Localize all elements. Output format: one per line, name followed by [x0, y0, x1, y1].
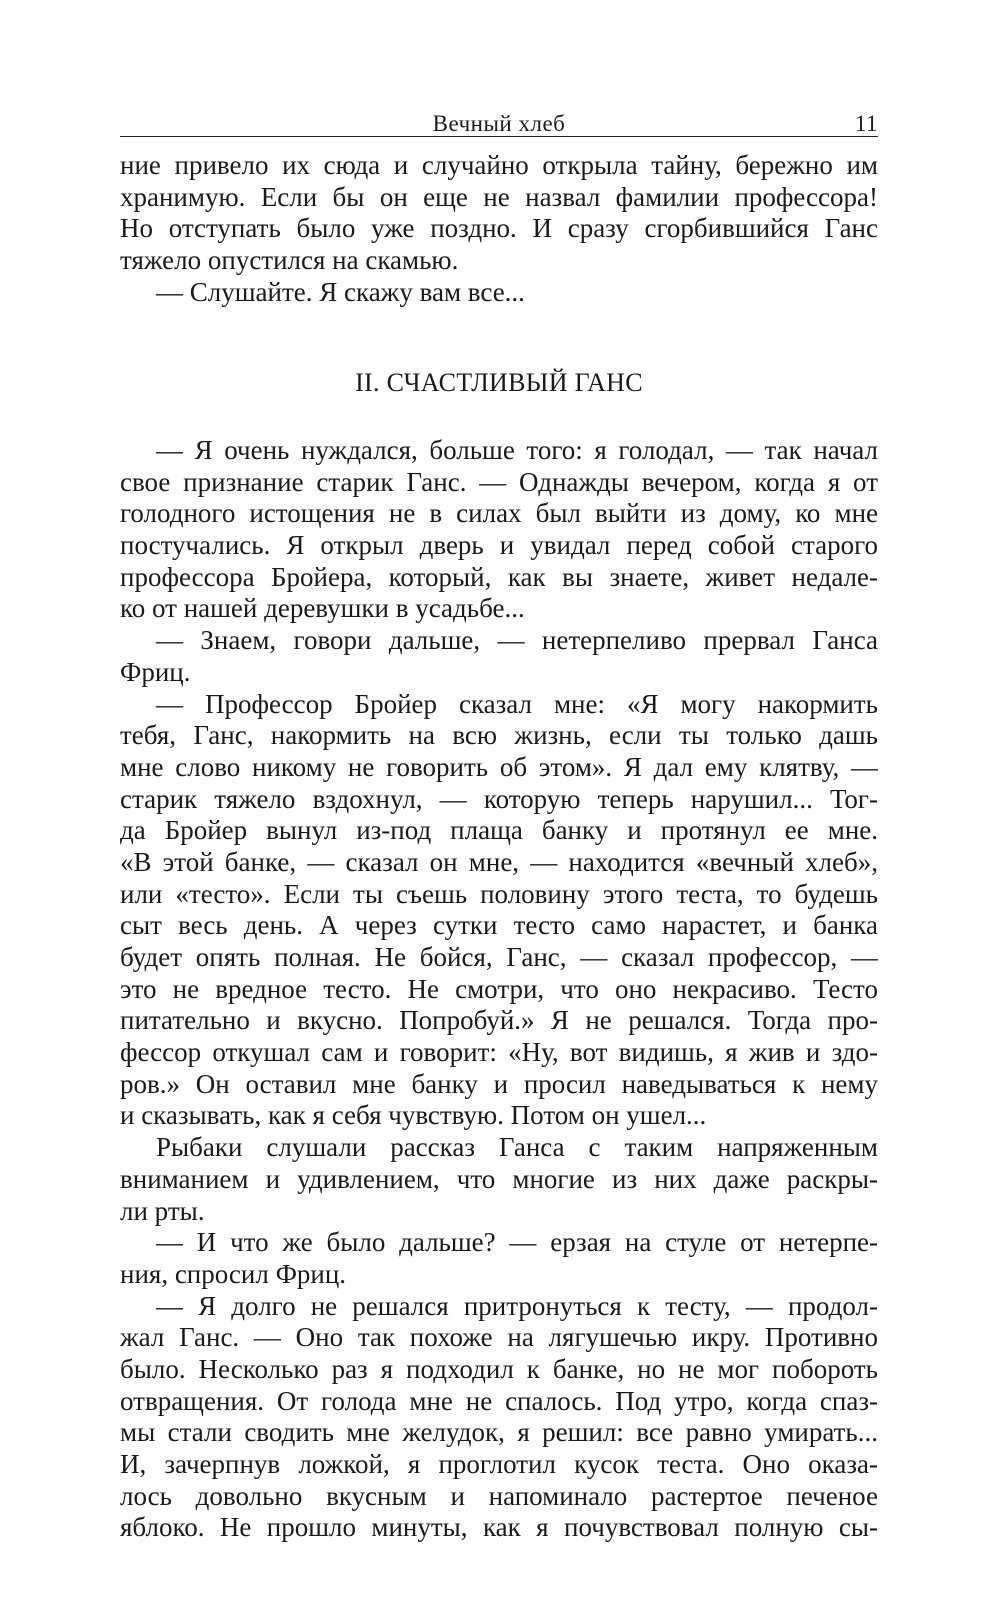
text-line: ние привело их сюда и случайно открыла тайну, бережно им	[120, 150, 878, 180]
text-line: «В этой банке, — сказал он мне, — находится «вечный хлеб»,	[120, 846, 878, 877]
text-line: лось довольно вкусным и напоминало растертое печеное	[120, 1480, 878, 1511]
text-line: — Профессор Бройер сказал мне: «Я могу накормить	[156, 688, 878, 719]
text-line: жал Ганс. — Оно так похоже на лягушечью икру. Противно	[120, 1322, 878, 1353]
text-line: Но отступать было уже поздно. И сразу сгорбившийся Ганс	[120, 213, 878, 244]
text-line: сыт весь день. А через сутки тесто само нарастет, и банка	[120, 910, 878, 941]
text-line: ров.» Он оставил мне банку и просил наведываться к нему	[120, 1068, 878, 1099]
page-number: 11	[854, 111, 878, 136]
text-line: питательно и вкусно. Попробуй.» Я не решался. Тогда про-	[120, 1005, 878, 1036]
text-block-1	[120, 150, 878, 308]
text-line: вниманием и удивлением, что многие из них даже раскры-	[120, 1163, 878, 1194]
text-line: отвращения. От голода мне не спалось. Под утро, когда спаз-	[120, 1385, 878, 1416]
text-line: свое признание старик Ганс. — Однажды вечером, когда я от	[120, 466, 878, 497]
text-line: хранимую. Если бы он еще не назвал фамилии профессора!	[120, 181, 878, 212]
text-line: да Бройер вынул из-под плаща банку и протянул ее мне.	[120, 815, 878, 846]
text-line: — Я долго не решался притронуться к тесту, — продол-	[156, 1290, 878, 1321]
text-line: мы стали сводить мне желудок, я решил: все равно умирать...	[120, 1417, 878, 1448]
text-line: Рыбаки слушали рассказ Ганса с таким напряженным	[156, 1132, 878, 1163]
text-line: ли рты.	[120, 1195, 205, 1226]
text-line: — И что же было дальше? — ерзая на стуле от нетерпе-	[156, 1227, 878, 1258]
text-line: или «тесто». Если ты съешь половину этого теста, то будешь	[120, 878, 878, 909]
text-line: Фриц.	[120, 656, 191, 687]
text-line: было. Несколько раз я подходил к банке, но не мог побороть	[120, 1353, 878, 1384]
text-line: тебя, Ганс, накормить на всю жизнь, если ты только дашь	[120, 720, 878, 751]
text-line: и сказывать, как я себя чувствую. Потом он ушел...	[120, 1100, 707, 1131]
header-rule	[120, 136, 878, 137]
text-line: мне слово никому не говорить об этом». Я дал ему клятву, —	[120, 751, 878, 782]
text-line: ния, спросил Фриц.	[120, 1258, 347, 1289]
text-line: старик тяжело вздохнул, — которую теперь нарушил... Тог-	[120, 783, 878, 814]
text-line: это не вредное тесто. Не смотри, что оно некрасиво. Тесто	[120, 973, 878, 1004]
text-line: — Я очень нуждался, больше того: я голодал, — так начал	[156, 435, 878, 465]
text-line: ко от нашей деревушки в усадьбе...	[120, 593, 525, 624]
text-line: профессора Бройера, который, как вы знаете, живет недале-	[120, 561, 878, 592]
text-line: постучались. Я открыл дверь и увидал перед собой старого	[120, 530, 878, 561]
running-header	[120, 110, 878, 138]
text-line: И, зачерпнув ложкой, я проглотил кусок теста. Оно оказа-	[120, 1449, 878, 1479]
text-line: фессор откушал сам и говорит: «Ну, вот видишь, я жив и здо-	[120, 1037, 878, 1068]
chapter-heading: II. СЧАСТЛИВЫЙ ГАНС	[355, 368, 643, 397]
text-line: — Знаем, говори дальше, — нетерпеливо прервал Ганса	[156, 625, 878, 656]
text-line: будет опять полная. Не бойся, Ганс, — сказал профессор, —	[120, 942, 878, 972]
text-line: — Слушайте. Я скажу вам все...	[156, 276, 525, 307]
text-block-2	[120, 435, 878, 1544]
text-line: яблоко. Не прошло минуты, как я почувствовал полную сы-	[120, 1512, 878, 1543]
text-line: голодного истощения не в силах был выйти из дому, ко мне	[120, 498, 878, 529]
text-line: тяжело опустился на скамью.	[120, 245, 459, 276]
running-title: Вечный хлеб	[432, 111, 566, 136]
